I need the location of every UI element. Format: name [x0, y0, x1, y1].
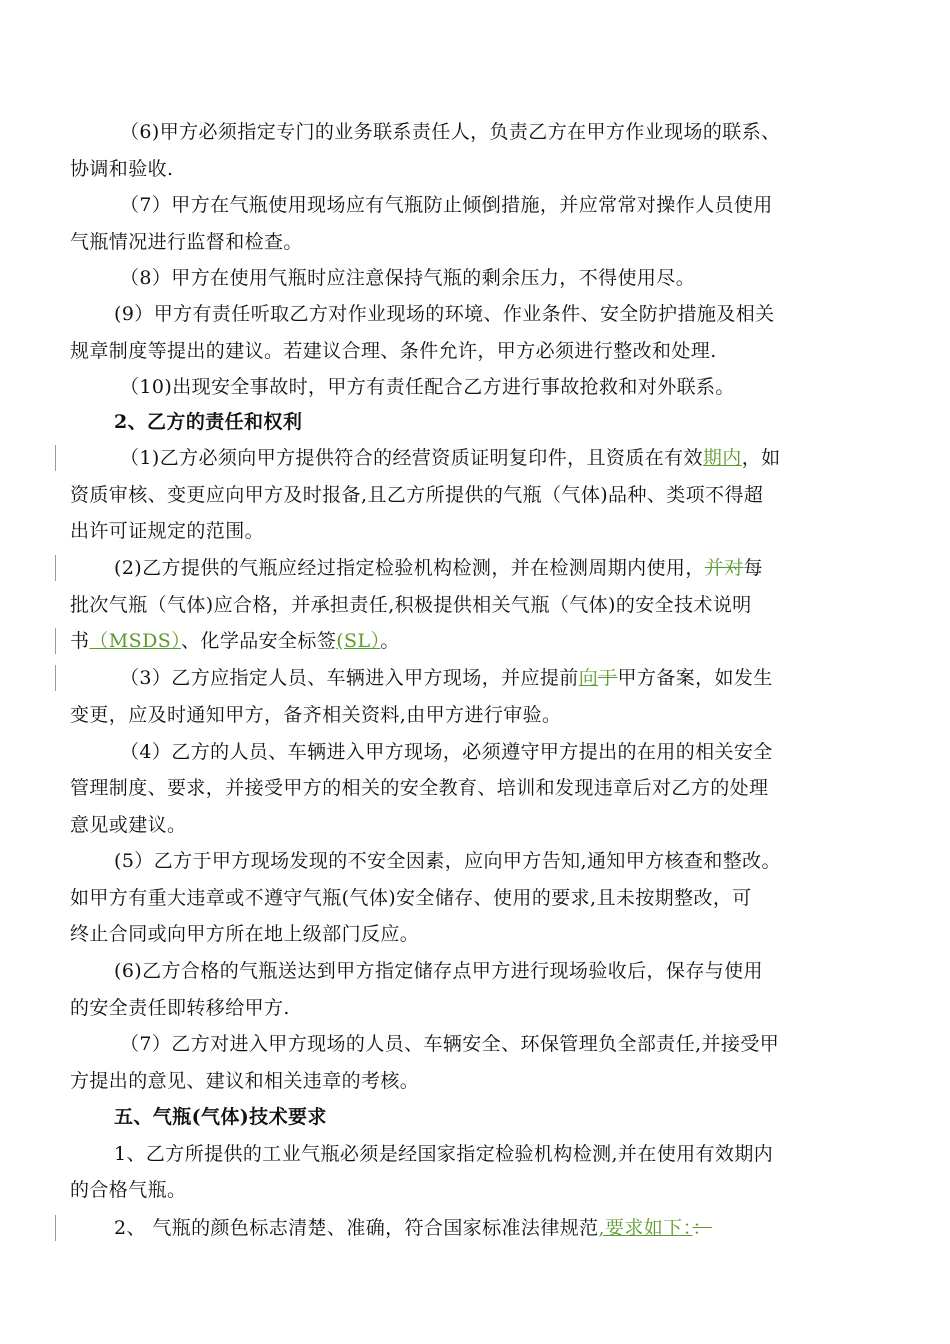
- text-line: [0, 118, 950, 146]
- text-run: ，如: [741, 447, 781, 469]
- text-run: 批次气瓶（气体)应合格，并承担责任,积极提供相关气瓶（气体)的安全技术说明: [70, 594, 752, 616]
- inserted-text: 期内: [702, 447, 742, 469]
- text-line: [0, 1214, 950, 1242]
- text-line: [0, 191, 950, 219]
- heading-text: 五、气瓶(气体)技术要求: [114, 1106, 327, 1128]
- text-line: [0, 228, 950, 256]
- text-line: [0, 701, 950, 729]
- text-run: （10)出现安全事故时，甲方有责任配合乙方进行事故抢救和对外联系。: [120, 376, 735, 398]
- deleted-text: 并对: [704, 557, 744, 579]
- text-line: [0, 517, 950, 545]
- text-run: （6)甲方必须指定专门的业务联系责任人，负责乙方在甲方作业现场的联系、: [120, 121, 781, 143]
- section-heading: [0, 1103, 950, 1131]
- text-line: [0, 884, 950, 912]
- text-run: 方提出的意见、建议和相关违章的考核。: [70, 1070, 420, 1092]
- text-line: [0, 337, 950, 365]
- text-run: 书: [70, 630, 90, 652]
- text-run: 如甲方有重大违章或不遵守气瓶(气体)安全储存、使用的要求,且未按期整改，可: [70, 887, 752, 909]
- text-run: 资质审核、变更应向甲方及时报备,且乙方所提供的气瓶（气体)品种、类项不得超: [70, 484, 764, 506]
- text-line: [0, 1030, 950, 1058]
- text-run: 。: [380, 630, 400, 652]
- text-line: [0, 155, 950, 183]
- text-line: [0, 627, 950, 655]
- text-run: 出许可证规定的范围。: [70, 520, 265, 542]
- text-line: [0, 1176, 950, 1204]
- text-line: [0, 957, 950, 985]
- text-line: [0, 1140, 950, 1168]
- text-run: 气瓶情况进行监督和检查。: [70, 231, 303, 253]
- text-run: 1、乙方所提供的工业气瓶必须是经国家指定检验机构检测,并在使用有效期内: [114, 1143, 774, 1165]
- text-line: [0, 664, 950, 692]
- text-line: [0, 994, 950, 1022]
- text-run: 的合格气瓶。: [70, 1179, 187, 1201]
- inserted-text: 向: [578, 667, 599, 689]
- text-line: [0, 591, 950, 619]
- heading-text: 2、乙方的责任和权利: [114, 411, 303, 433]
- text-run: 终止合同或向甲方所在地上级部门反应。: [70, 923, 420, 945]
- text-run: （8）甲方在使用气瓶时应注意保持气瓶的剩余压力，不得使用尽。: [120, 267, 696, 289]
- text-line: [0, 920, 950, 948]
- text-line: [0, 774, 950, 802]
- text-run: (2)乙方提供的气瓶应经过指定检验机构检测，并在检测周期内使用，: [114, 557, 705, 579]
- text-run: （7）甲方在气瓶使用现场应有气瓶防止倾倒措施，并应常常对操作人员使用: [120, 194, 773, 216]
- text-run: 的安全责任即转移给甲方.: [70, 997, 290, 1019]
- text-run: (9）甲方有责任听取乙方对作业现场的环境、作业条件、安全防护措施及相关: [114, 303, 775, 325]
- text-line: [0, 300, 950, 328]
- text-run: 意见或建议。: [70, 814, 187, 836]
- text-run: (5）乙方于甲方现场发现的不安全因素，应向甲方告知,通知甲方核查和整改。: [114, 850, 781, 872]
- deleted-text: 于: [598, 667, 618, 689]
- text-run: 协调和验收.: [70, 158, 174, 180]
- inserted-text: （MSDS）: [89, 630, 182, 652]
- text-run: 、化学品安全标签: [181, 630, 337, 652]
- inserted-text: ,要求如下：: [598, 1217, 693, 1239]
- text-run: 每: [743, 557, 763, 579]
- text-line: [0, 811, 950, 839]
- text-run: （7）乙方对进入甲方现场的人员、车辆安全、环保管理负全部责任,并接受甲: [120, 1033, 780, 1055]
- text-run: 变更，应及时通知甲方，备齐相关资料,由甲方进行审验。: [70, 704, 562, 726]
- text-run: 规章制度等提出的建议。若建议合理、条件允许，甲方必须进行整改和处理.: [70, 340, 717, 362]
- section-heading: [0, 408, 950, 436]
- text-run: (6)乙方合格的气瓶送达到甲方指定储存点甲方进行现场验收后，保存与使用: [114, 960, 763, 982]
- text-line: [0, 1067, 950, 1095]
- text-line: [0, 847, 950, 875]
- text-run: 管理制度、要求，并接受甲方的相关的安全教育、培训和发现违章后对乙方的处理: [70, 777, 769, 799]
- text-line: [0, 264, 950, 292]
- inserted-text: (SL）: [336, 630, 381, 652]
- text-line: [0, 554, 950, 582]
- text-run: （4）乙方的人员、车辆进入甲方现场，必须遵守甲方提出的在用的相关安全: [120, 741, 773, 763]
- text-line: [0, 738, 950, 766]
- deleted-text: ：: [692, 1217, 712, 1239]
- text-run: （1)乙方必须向甲方提供符合的经营资质证明复印件，且资质在有效: [120, 447, 703, 469]
- text-run: （3）乙方应指定人员、车辆进入甲方现场，并应提前: [120, 667, 579, 689]
- text-run: 甲方备案，如发生: [617, 667, 773, 689]
- text-run: 2、 气瓶的颜色标志清楚、准确，符合国家标准法律规范: [114, 1217, 599, 1239]
- text-line: [0, 481, 950, 509]
- text-line: [0, 373, 950, 401]
- text-line: [0, 444, 950, 472]
